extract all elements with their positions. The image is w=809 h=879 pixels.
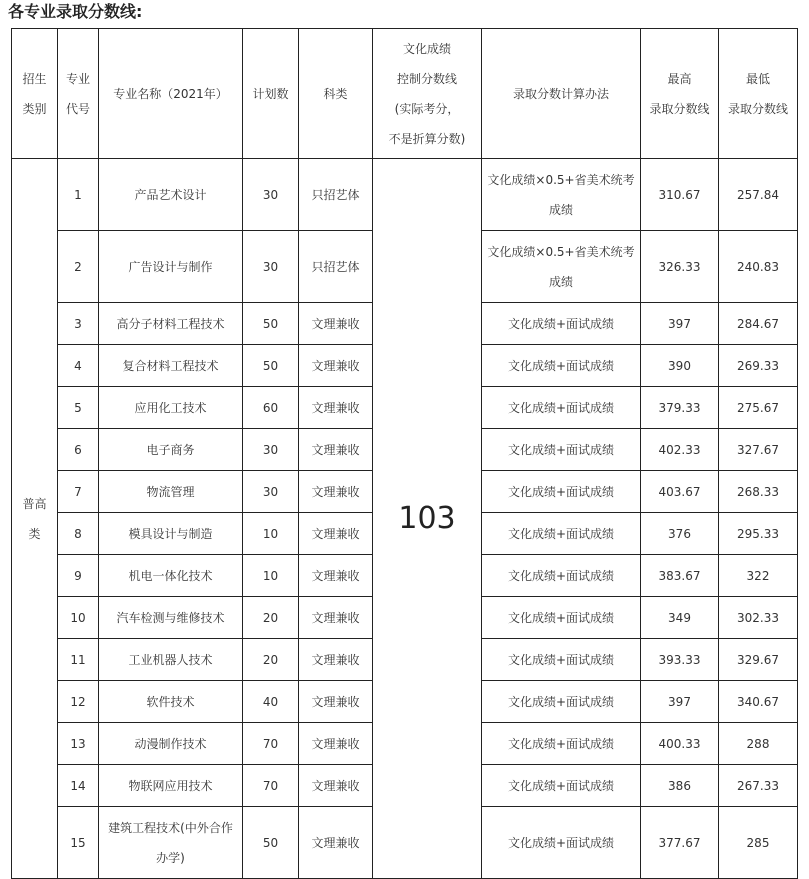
lowest-score: 284.67 [719, 303, 798, 345]
subject-type: 文理兼收 [299, 765, 373, 807]
calc-method: 文化成绩+面试成绩 [482, 765, 641, 807]
major-code: 7 [58, 471, 99, 513]
calc-method: 文化成绩+面试成绩 [482, 597, 641, 639]
major-code: 15 [58, 807, 99, 879]
calc-method: 文化成绩×0.5+省美术统考 成绩 [482, 231, 641, 303]
calc-method: 文化成绩+面试成绩 [482, 429, 641, 471]
subject-type: 只招艺体 [299, 231, 373, 303]
admission-score-table [11, 28, 798, 879]
major-code: 2 [58, 231, 99, 303]
highest-score: 403.67 [641, 471, 719, 513]
calc-method: 文化成绩+面试成绩 [482, 513, 641, 555]
major-name: 产品艺术设计 [99, 159, 243, 231]
calc-method: 文化成绩+面试成绩 [482, 807, 641, 879]
highest-score: 400.33 [641, 723, 719, 765]
subject-type: 只招艺体 [299, 159, 373, 231]
header-lowest: 最低 录取分数线 [719, 29, 798, 159]
table-row [12, 159, 798, 231]
header-highest: 最高 录取分数线 [641, 29, 719, 159]
calc-method: 文化成绩+面试成绩 [482, 723, 641, 765]
subject-type: 文理兼收 [299, 429, 373, 471]
lowest-score: 268.33 [719, 471, 798, 513]
plan-count: 30 [243, 159, 299, 231]
calc-method: 文化成绩+面试成绩 [482, 681, 641, 723]
plan-count: 70 [243, 765, 299, 807]
highest-score: 379.33 [641, 387, 719, 429]
subject-type: 文理兼收 [299, 723, 373, 765]
highest-score: 383.67 [641, 555, 719, 597]
header-control-line: 文化成绩 控制分数线 (实际考分， 不是折算分数) [373, 29, 482, 159]
highest-score: 326.33 [641, 231, 719, 303]
lowest-score: 257.84 [719, 159, 798, 231]
page-title: 各专业录取分数线: [8, 2, 143, 21]
major-name: 广告设计与制作 [99, 231, 243, 303]
subject-type: 文理兼收 [299, 639, 373, 681]
major-code: 6 [58, 429, 99, 471]
major-name: 应用化工技术 [99, 387, 243, 429]
major-code: 5 [58, 387, 99, 429]
subject-type: 文理兼收 [299, 555, 373, 597]
category-cell: 普高 类 [12, 159, 58, 879]
major-name: 物联网应用技术 [99, 765, 243, 807]
major-code: 9 [58, 555, 99, 597]
lowest-score: 302.33 [719, 597, 798, 639]
major-code: 12 [58, 681, 99, 723]
header-category: 招生 类别 [12, 29, 58, 159]
highest-score: 402.33 [641, 429, 719, 471]
major-name: 电子商务 [99, 429, 243, 471]
plan-count: 50 [243, 807, 299, 879]
lowest-score: 240.83 [719, 231, 798, 303]
lowest-score: 322 [719, 555, 798, 597]
highest-score: 397 [641, 303, 719, 345]
plan-count: 50 [243, 345, 299, 387]
subject-type: 文理兼收 [299, 345, 373, 387]
major-code: 11 [58, 639, 99, 681]
lowest-score: 295.33 [719, 513, 798, 555]
plan-count: 20 [243, 597, 299, 639]
lowest-score: 269.33 [719, 345, 798, 387]
highest-score: 376 [641, 513, 719, 555]
header-method: 录取分数计算办法 [482, 29, 641, 159]
calc-method: 文化成绩+面试成绩 [482, 387, 641, 429]
major-code: 3 [58, 303, 99, 345]
header-code: 专业 代号 [58, 29, 99, 159]
calc-method: 文化成绩+面试成绩 [482, 639, 641, 681]
plan-count: 30 [243, 231, 299, 303]
major-code: 14 [58, 765, 99, 807]
lowest-score: 288 [719, 723, 798, 765]
plan-count: 70 [243, 723, 299, 765]
highest-score: 386 [641, 765, 719, 807]
lowest-score: 340.67 [719, 681, 798, 723]
major-code: 10 [58, 597, 99, 639]
plan-count: 60 [243, 387, 299, 429]
major-name: 动漫制作技术 [99, 723, 243, 765]
major-name: 软件技术 [99, 681, 243, 723]
lowest-score: 327.67 [719, 429, 798, 471]
subject-type: 文理兼收 [299, 681, 373, 723]
lowest-score: 267.33 [719, 765, 798, 807]
major-name: 建筑工程技术(中外合作 办学) [99, 807, 243, 879]
calc-method: 文化成绩+面试成绩 [482, 555, 641, 597]
lowest-score: 285 [719, 807, 798, 879]
major-name: 工业机器人技术 [99, 639, 243, 681]
plan-count: 10 [243, 513, 299, 555]
highest-score: 393.33 [641, 639, 719, 681]
header-plan: 计划数 [243, 29, 299, 159]
plan-count: 30 [243, 429, 299, 471]
plan-count: 10 [243, 555, 299, 597]
plan-count: 30 [243, 471, 299, 513]
calc-method: 文化成绩+面试成绩 [482, 471, 641, 513]
major-code: 13 [58, 723, 99, 765]
major-name: 复合材料工程技术 [99, 345, 243, 387]
major-code: 1 [58, 159, 99, 231]
highest-score: 349 [641, 597, 719, 639]
major-name: 汽车检测与维修技术 [99, 597, 243, 639]
major-name: 高分子材料工程技术 [99, 303, 243, 345]
control-score-cell: 103 [373, 159, 482, 879]
plan-count: 40 [243, 681, 299, 723]
lowest-score: 329.67 [719, 639, 798, 681]
calc-method: 文化成绩×0.5+省美术统考 成绩 [482, 159, 641, 231]
plan-count: 50 [243, 303, 299, 345]
header-row [12, 29, 798, 159]
major-name: 物流管理 [99, 471, 243, 513]
lowest-score: 275.67 [719, 387, 798, 429]
subject-type: 文理兼收 [299, 807, 373, 879]
header-subject: 科类 [299, 29, 373, 159]
highest-score: 390 [641, 345, 719, 387]
highest-score: 377.67 [641, 807, 719, 879]
highest-score: 310.67 [641, 159, 719, 231]
subject-type: 文理兼收 [299, 597, 373, 639]
major-code: 4 [58, 345, 99, 387]
major-code: 8 [58, 513, 99, 555]
subject-type: 文理兼收 [299, 387, 373, 429]
highest-score: 397 [641, 681, 719, 723]
subject-type: 文理兼收 [299, 471, 373, 513]
major-name: 机电一体化技术 [99, 555, 243, 597]
major-name: 模具设计与制造 [99, 513, 243, 555]
plan-count: 20 [243, 639, 299, 681]
subject-type: 文理兼收 [299, 303, 373, 345]
subject-type: 文理兼收 [299, 513, 373, 555]
calc-method: 文化成绩+面试成绩 [482, 345, 641, 387]
header-major-name: 专业名称（2021年） [99, 29, 243, 159]
calc-method: 文化成绩+面试成绩 [482, 303, 641, 345]
